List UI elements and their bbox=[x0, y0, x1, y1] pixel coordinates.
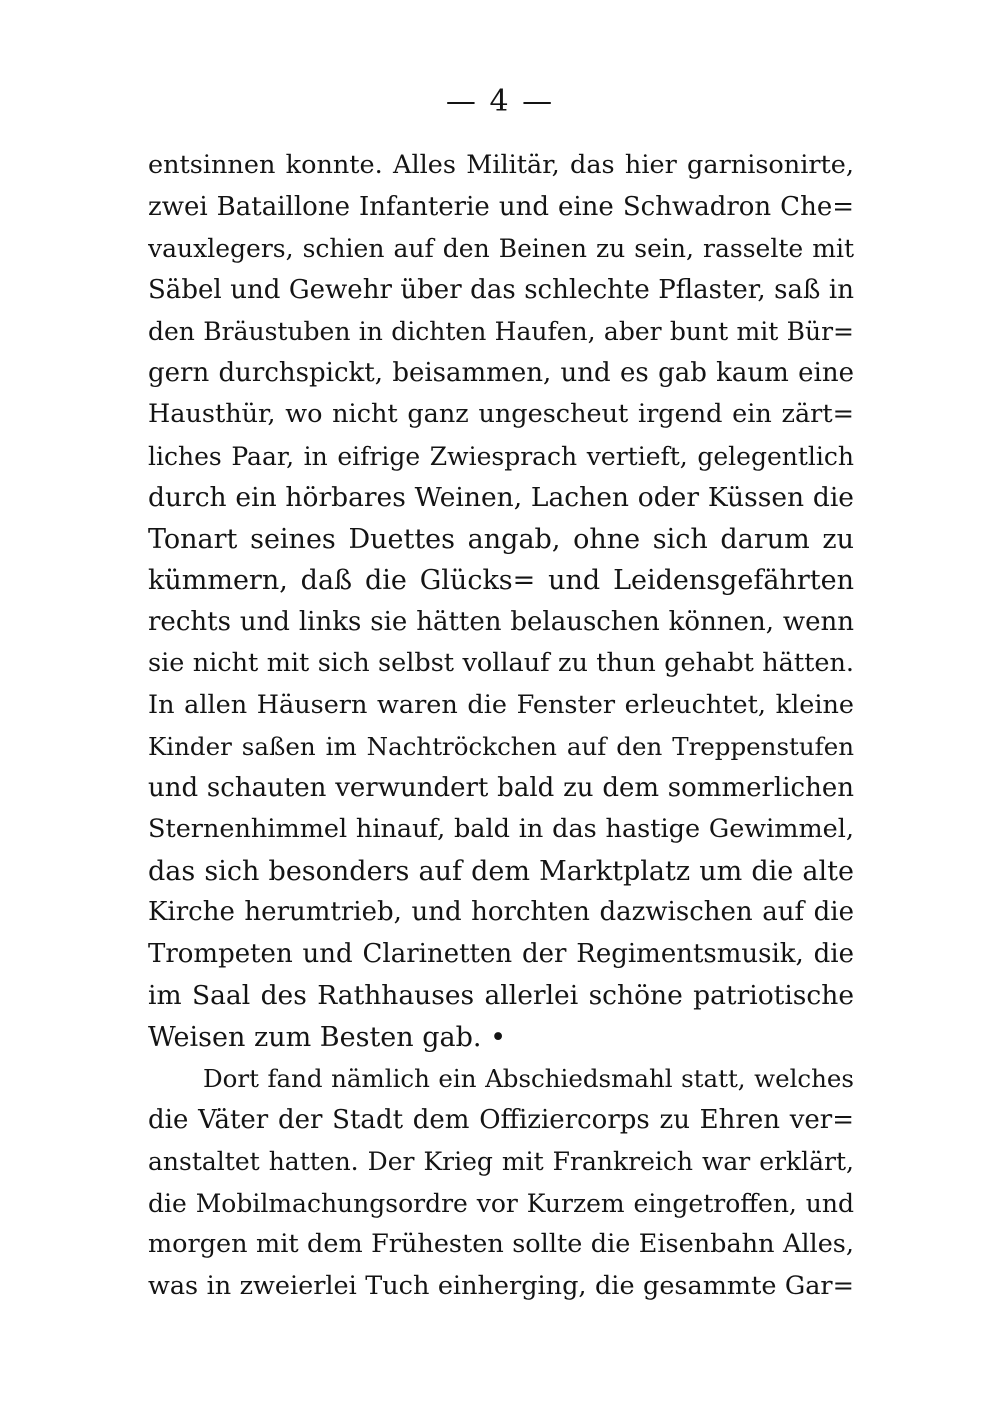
text-line: morgen mit dem Frühesten sollte die Eisenbahn Alles, bbox=[148, 1229, 854, 1259]
body-text bbox=[148, 145, 854, 1307]
text-line: Sternenhimmel hinauf, bald in das hastige Gewimmel, bbox=[148, 814, 854, 844]
text-line: und schauten verwundert bald zu dem sommerlichen bbox=[148, 772, 854, 803]
text-line: vauxlegers, schien auf den Beinen zu sein, rasselte mit bbox=[148, 234, 854, 263]
text-line: zwei Bataillone Infanterie und eine Schwadron Che= bbox=[148, 191, 854, 222]
text-line: den Bräustuben in dichten Haufen, aber bunt mit Bür= bbox=[148, 317, 854, 346]
text-line: entsinnen konnte. Alles Militär, das hier garnisonirte, bbox=[148, 150, 854, 180]
page-number: — 4 — bbox=[445, 84, 555, 119]
text-line: Kinder saßen im Nachtröckchen auf den Treppenstufen bbox=[148, 732, 854, 761]
text-line: anstaltet hatten. Der Krieg mit Frankreich war erklärt, bbox=[148, 1147, 854, 1176]
text-line: durch ein hörbares Weinen, Lachen oder Küssen die bbox=[148, 482, 854, 513]
text-line: rechts und links sie hätten belauschen können, wenn bbox=[148, 606, 854, 637]
text-line: Tonart seines Duettes angab, ohne sich darum zu bbox=[148, 523, 854, 555]
paragraph bbox=[148, 1058, 854, 1307]
text-line: Trompeten und Clarinetten der Regimentsmusik, die bbox=[148, 938, 854, 969]
text-line: was in zweierlei Tuch einherging, die gesammte Gar= bbox=[148, 1270, 854, 1301]
text-line: Dort fand nämlich ein Abschiedsmahl statt, welches bbox=[203, 1064, 854, 1093]
paragraph bbox=[148, 145, 854, 1058]
text-line: gern durchspickt, beisammen, und es gab kaum eine bbox=[148, 357, 854, 388]
text-line: kümmern, daß die Glücks= und Leidensgefährten bbox=[148, 565, 854, 596]
text-line: Weisen zum Besten gab. • bbox=[148, 1021, 507, 1053]
text-line: das sich besonders auf dem Marktplatz um die alte bbox=[148, 855, 854, 887]
text-line: Kirche herumtrieb, und horchten dazwischen auf die bbox=[148, 897, 854, 927]
text-line: sie nicht mit sich selbst vollauf zu thun gehabt hätten. bbox=[148, 648, 854, 678]
text-line: In allen Häusern waren die Fenster erleuchtet, kleine bbox=[148, 689, 854, 720]
text-line: die Mobilmachungsordre vor Kurzem eingetroffen, und bbox=[148, 1188, 854, 1218]
text-line: die Väter der Stadt dem Offiziercorps zu Ehren ver= bbox=[148, 1104, 854, 1135]
text-line: Hausthür, wo nicht ganz ungescheut irgend ein zärt= bbox=[148, 399, 854, 429]
text-line: Säbel und Gewehr über das schlechte Pflaster, saß in bbox=[148, 274, 854, 305]
text-line: liches Paar, in eifrige Zwiesprach vertieft, gelegentlich bbox=[148, 441, 854, 471]
text-line: im Saal des Rathhauses allerlei schöne patriotische bbox=[148, 980, 854, 1011]
